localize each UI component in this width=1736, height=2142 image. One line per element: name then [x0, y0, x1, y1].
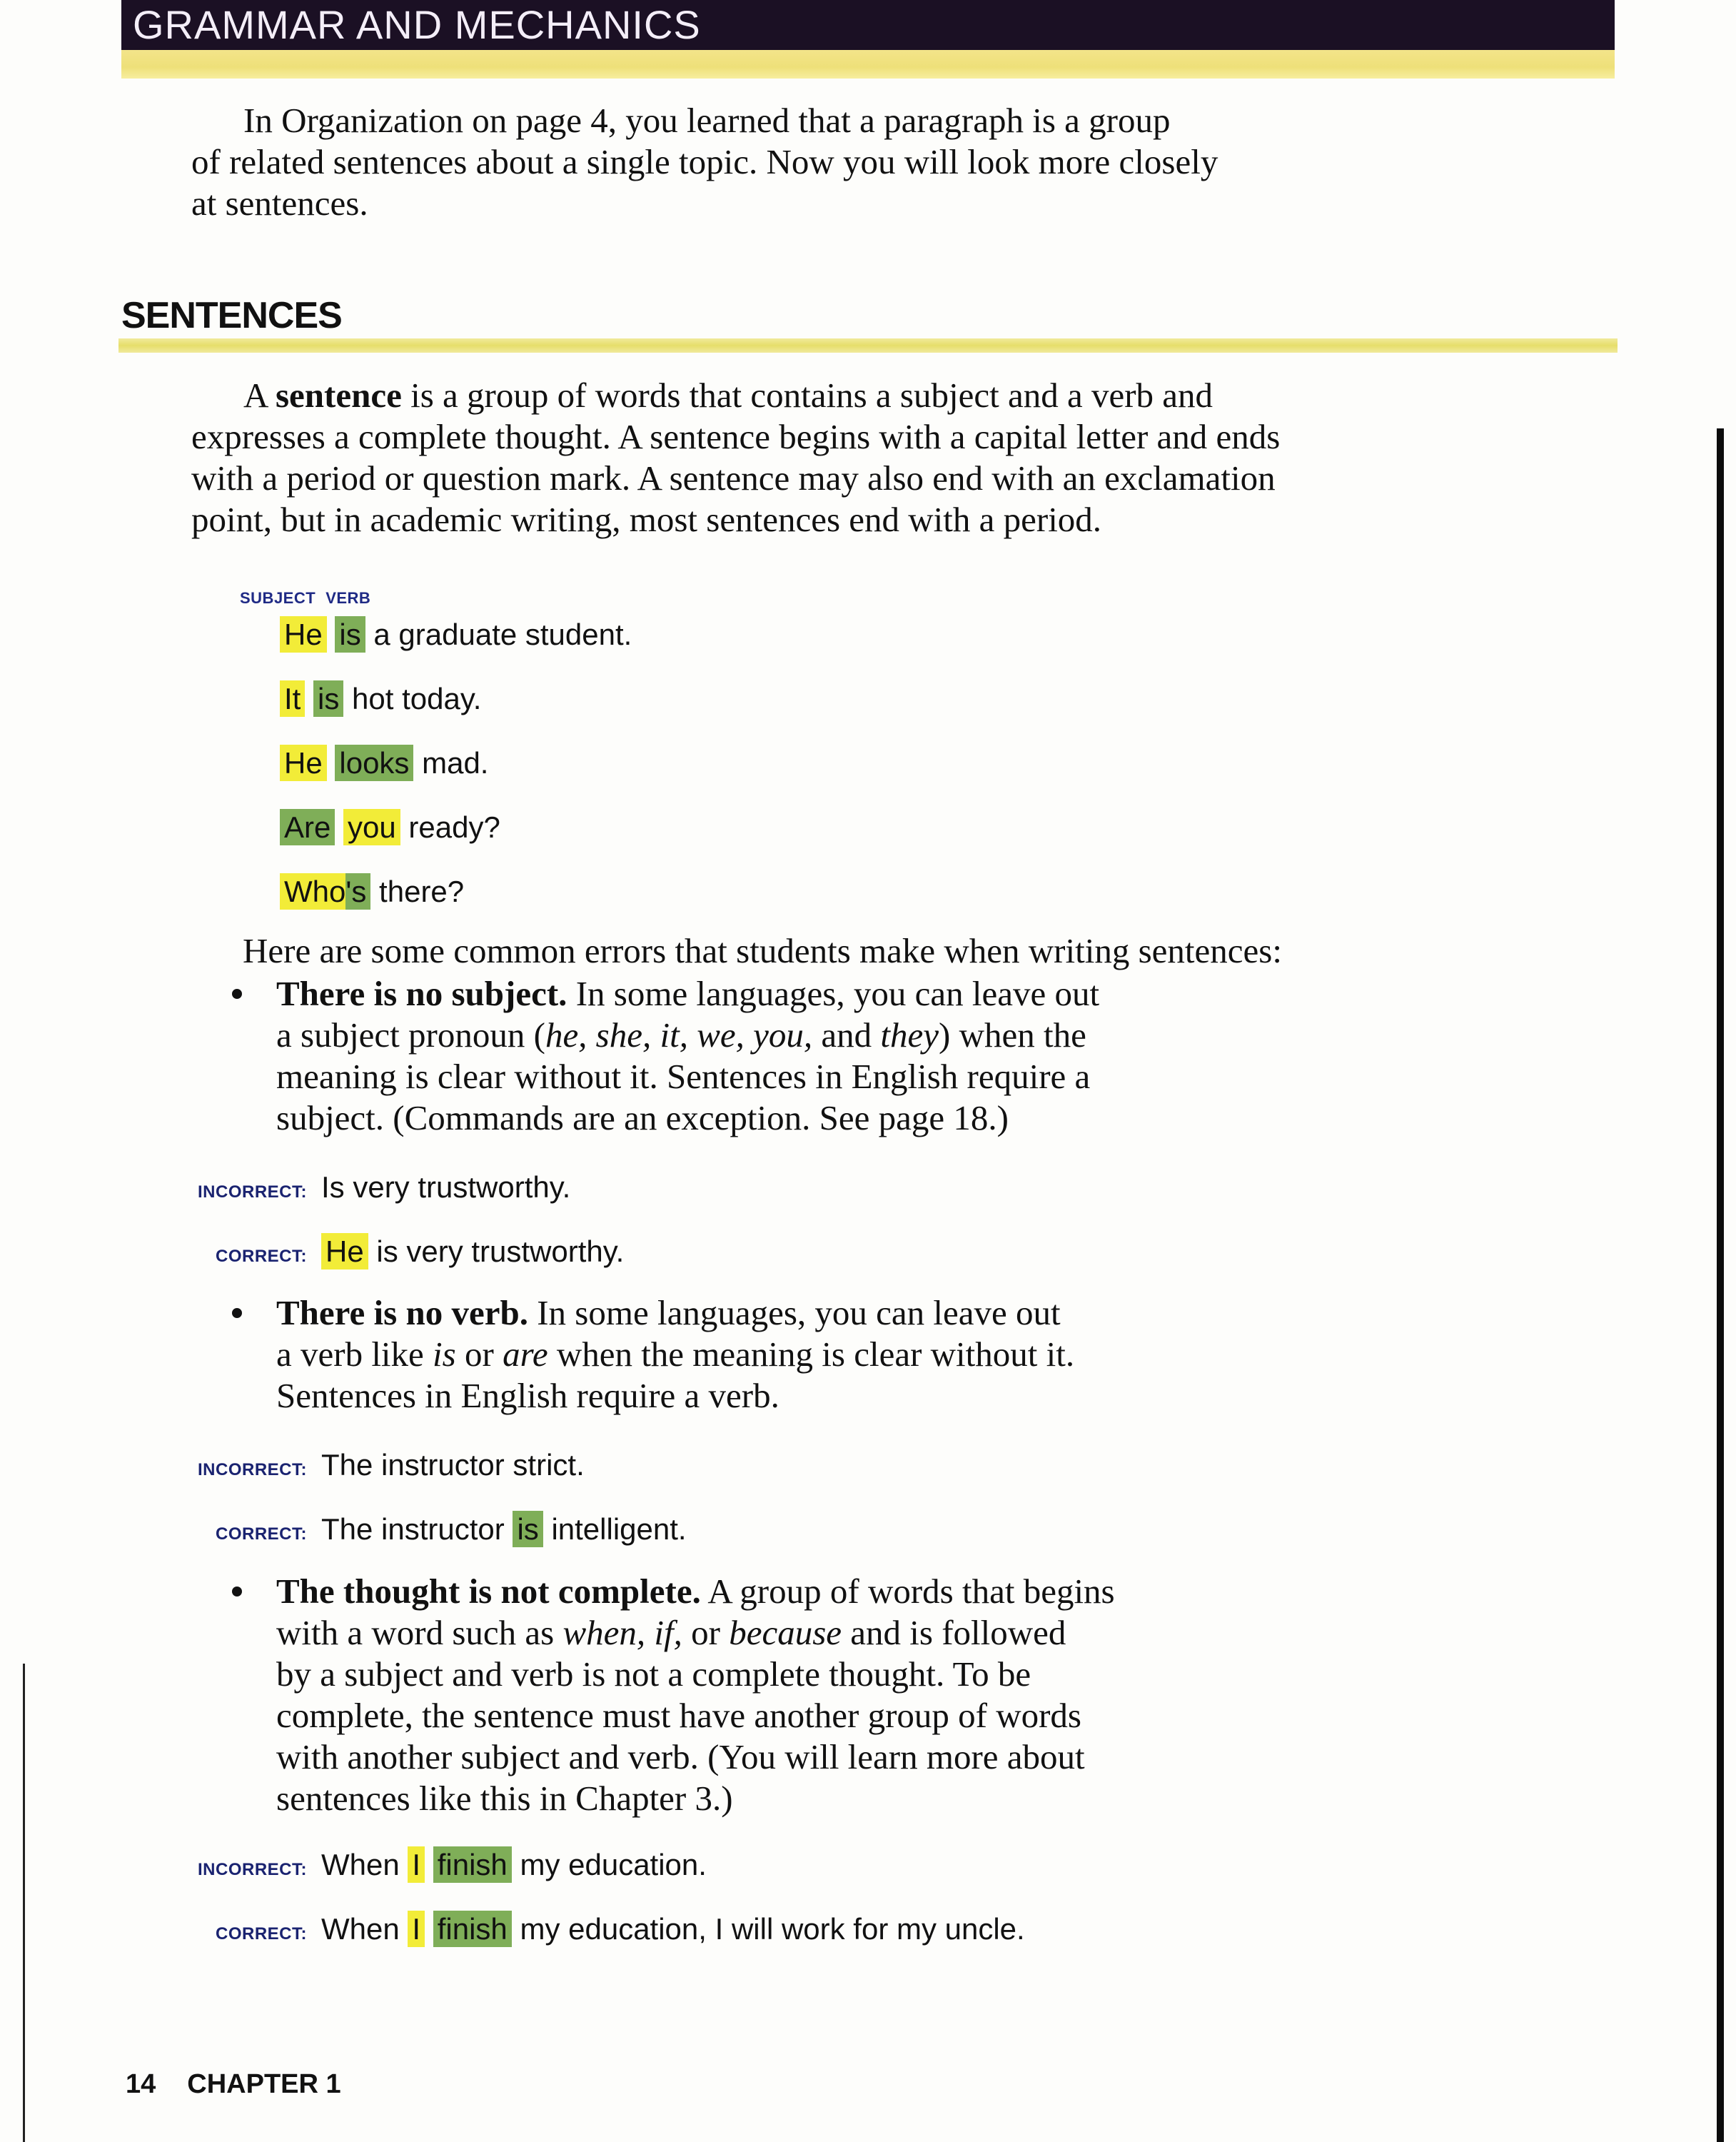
- definition-text: A: [243, 376, 276, 415]
- error-line: with another subject and verb. (You will learn more about: [276, 1737, 1085, 1776]
- error-italic: are: [503, 1334, 548, 1374]
- subject-highlight: It: [280, 680, 305, 717]
- incorrect-example: [186, 1167, 570, 1213]
- definition-line: with a period or question mark. A sentence may also end with an exclamation: [191, 458, 1276, 498]
- error-line: by a subject and verb is not a complete thought. To be: [276, 1654, 1031, 1694]
- correct-example: [186, 1509, 687, 1555]
- incorrect-label: INCORRECT:: [198, 1460, 307, 1479]
- plain-text: [425, 1848, 433, 1881]
- verb-highlight: finish: [433, 1911, 512, 1947]
- verb-highlight: looks: [335, 745, 413, 781]
- error-italic: is: [433, 1334, 456, 1374]
- intro-paragraph: [191, 100, 1405, 224]
- section-highlight-band: [118, 338, 1618, 353]
- verb-highlight: is: [513, 1511, 542, 1547]
- error-line: [276, 1334, 1288, 1375]
- page-edge-shadow: [1717, 428, 1724, 2142]
- plain-text: When: [321, 1912, 408, 1946]
- subject-highlight: He: [321, 1233, 368, 1269]
- error-text: and is followed: [842, 1613, 1066, 1652]
- plain-text: my education.: [511, 1848, 707, 1881]
- error-line: [276, 1015, 1288, 1056]
- plain-text: [425, 1912, 433, 1946]
- incorrect-example: [186, 1444, 585, 1491]
- incorrect-label: INCORRECT:: [198, 1182, 307, 1202]
- error-italic: when, if,: [562, 1613, 682, 1652]
- subject-highlight: He: [280, 616, 327, 653]
- plain-text: The instructor strict.: [321, 1448, 585, 1482]
- plain-text: ready?: [400, 810, 500, 844]
- error-line: Sentences in English require a verb.: [276, 1376, 779, 1415]
- subject-highlight: He: [280, 745, 327, 781]
- example-sentence: [280, 614, 632, 655]
- plain-text: [327, 618, 335, 651]
- error-line: meaning is clear without it. Sentences in English require a: [276, 1057, 1091, 1096]
- definition-line: point, but in academic writing, most sentences end with a period.: [191, 500, 1102, 539]
- plain-text: When: [321, 1848, 408, 1881]
- plain-text: [327, 746, 335, 780]
- example-column-labels: [240, 589, 380, 608]
- verb-highlight: Are: [280, 809, 335, 845]
- correct-example: [186, 1909, 1025, 1955]
- page-number: 14: [126, 2069, 156, 2099]
- page-footer: [126, 2069, 341, 2100]
- error-text: when the meaning is clear without it.: [547, 1334, 1075, 1374]
- plain-text: a graduate student.: [365, 618, 632, 651]
- plain-text: my education, I will work for my uncle.: [511, 1912, 1025, 1946]
- plain-text: [305, 682, 313, 715]
- incorrect-label: INCORRECT:: [198, 1860, 307, 1879]
- subject-highlight: you: [343, 809, 400, 845]
- error-item: [232, 973, 1288, 1139]
- example-text: [321, 1233, 624, 1269]
- plain-text: hot today.: [343, 682, 482, 715]
- example-sentence: [280, 743, 488, 784]
- page-edge-shadow: [23, 1664, 25, 2142]
- plain-text: [335, 810, 343, 844]
- verb-highlight: finish: [433, 1846, 512, 1883]
- intro-line: In Organization on page 4, you learned that a paragraph is a group: [243, 101, 1171, 140]
- error-italic: because: [729, 1613, 842, 1652]
- error-italic: he, she, it, we, you,: [545, 1015, 813, 1055]
- correct-label: CORRECT:: [216, 1247, 307, 1266]
- verb-highlight: is: [335, 616, 365, 653]
- section-title: SENTENCES: [121, 295, 342, 336]
- error-description: [276, 1571, 1288, 1819]
- example-text: [321, 1846, 707, 1883]
- definition-term: sentence: [275, 376, 402, 415]
- subject-highlight: I: [408, 1846, 425, 1883]
- verb-highlight: 's: [345, 873, 370, 910]
- definition-paragraph: [191, 375, 1448, 540]
- error-text: with a word such as: [276, 1613, 563, 1652]
- error-line: sentences like this in Chapter 3.): [276, 1779, 733, 1818]
- verb-highlight: is: [313, 680, 343, 717]
- error-line: [276, 973, 1288, 1015]
- error-line: [276, 1292, 1288, 1334]
- error-italic: they: [880, 1015, 939, 1055]
- bullet-icon: [232, 1587, 242, 1597]
- error-text: or: [682, 1613, 730, 1652]
- example-sentence: [280, 678, 481, 720]
- subject-label: SUBJECT: [240, 589, 316, 607]
- chapter-label: CHAPTER 1: [187, 2069, 341, 2099]
- chapter-header-title: GRAMMAR AND MECHANICS: [133, 2, 701, 47]
- plain-text: intelligent.: [542, 1512, 687, 1546]
- error-line: [276, 1571, 1288, 1612]
- error-text: In some languages, you can leave out: [567, 974, 1100, 1013]
- bullet-icon: [232, 1308, 242, 1318]
- error-text: a verb like: [276, 1334, 433, 1374]
- subject-highlight: I: [408, 1911, 425, 1947]
- correct-example: [186, 1231, 624, 1277]
- error-heading: There is no subject.: [276, 974, 567, 1013]
- plain-text: is very trustworthy.: [368, 1235, 625, 1268]
- error-item: [232, 1571, 1288, 1819]
- plain-text: The instructor: [321, 1512, 513, 1546]
- error-item: [232, 1292, 1288, 1417]
- error-heading: There is no verb.: [276, 1293, 528, 1332]
- error-text: a subject pronoun (: [276, 1015, 545, 1055]
- error-description: [276, 1292, 1288, 1417]
- bullet-icon: [232, 989, 242, 999]
- subject-highlight: Who: [280, 873, 345, 910]
- intro-line: at sentences.: [191, 183, 368, 223]
- plain-text: Is very trustworthy.: [321, 1170, 571, 1204]
- error-description: [276, 973, 1288, 1139]
- correct-label: CORRECT:: [216, 1924, 307, 1944]
- example-text: [321, 1511, 687, 1547]
- errors-lead: Here are some common errors that students make when writing sentences:: [243, 931, 1282, 970]
- incorrect-example: [186, 1844, 707, 1891]
- header-highlight-band: [121, 50, 1615, 79]
- definition-text: is a group of words that contains a subject and a verb and: [401, 376, 1213, 415]
- error-text: A group of words that begins: [700, 1572, 1115, 1611]
- error-text: ) when the: [939, 1015, 1086, 1055]
- example-sentence: [280, 871, 464, 912]
- plain-text: there?: [370, 875, 465, 908]
- error-line: complete, the sentence must have another group of words: [276, 1696, 1082, 1735]
- example-text: [321, 1911, 1025, 1947]
- example-text: [321, 1170, 570, 1204]
- definition-line: expresses a complete thought. A sentence begins with a capital letter and ends: [191, 417, 1281, 456]
- error-text: and: [812, 1015, 881, 1055]
- example-sentence: [280, 807, 500, 848]
- example-text: [321, 1448, 585, 1482]
- error-line: subject. (Commands are an exception. See page 18.): [276, 1098, 1009, 1137]
- definition-line: [191, 375, 1448, 416]
- correct-label: CORRECT:: [216, 1524, 307, 1544]
- intro-line: of related sentences about a single topic. Now you will look more closely: [191, 142, 1218, 181]
- error-text: or: [455, 1334, 503, 1374]
- plain-text: mad.: [413, 746, 489, 780]
- error-text: In some languages, you can leave out: [528, 1293, 1061, 1332]
- error-line: [276, 1612, 1288, 1654]
- error-heading: The thought is not complete.: [276, 1572, 701, 1611]
- verb-label: VERB: [326, 589, 371, 607]
